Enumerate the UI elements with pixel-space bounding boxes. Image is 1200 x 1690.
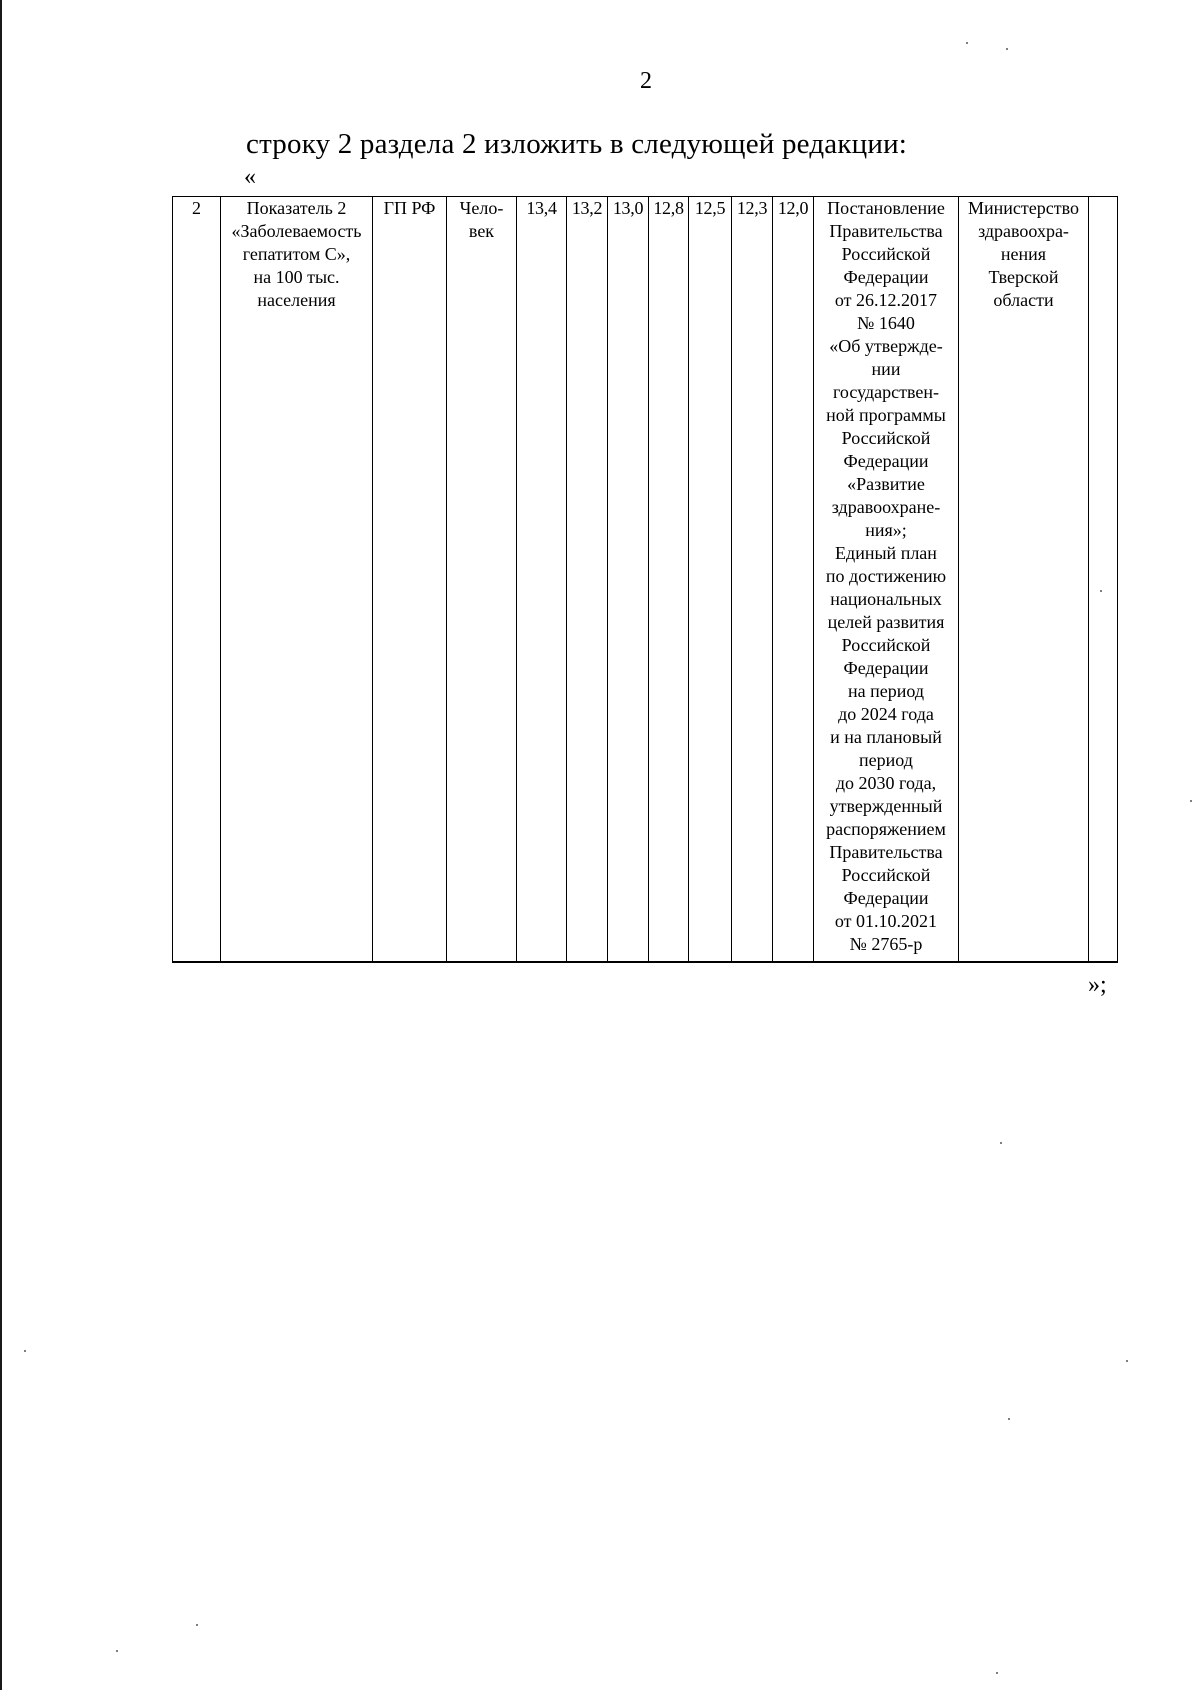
- scan-speck: [966, 42, 968, 44]
- open-quote: «: [244, 164, 256, 190]
- scan-speck: [1008, 1418, 1010, 1420]
- cell-value-2: 13,2: [566, 196, 607, 962]
- scan-speck: [1100, 590, 1102, 592]
- scan-speck: [1190, 800, 1192, 802]
- cell-value-1: 13,4: [516, 196, 566, 962]
- page-number: 2: [640, 68, 652, 94]
- cell-source: Постановление Правительства Российской Федерации от 26.12.2017 № 1640 «Об утвержде- нии государствен- ной программы Российской Федерации «Развитие здравоохране- ния»; Единый план по достижению национальных целей развития Российской Федерации на период до 2024 года и на плановый период до 2030 года, утвержденный распоряжением Правительства Российской Федерации от 01.10.2021 № 2765-р: [813, 196, 958, 962]
- cell-indicator: Показатель 2 «Заболеваемость гепатитом С», на 100 тыс. населения: [220, 196, 372, 962]
- intro-text: строку 2 раздела 2 изложить в следующей редакции:: [246, 128, 908, 160]
- table-bottom-rule: [172, 961, 1118, 963]
- scan-speck: [996, 1672, 998, 1674]
- cell-value-7: 12,0: [772, 196, 813, 962]
- scan-speck: [1000, 1142, 1002, 1144]
- indicator-table: [172, 196, 1118, 962]
- cell-value-3: 13,0: [607, 196, 648, 962]
- scan-speck: [1126, 1360, 1128, 1362]
- cell-responsible: Министерство здравоохра- нения Тверской области: [958, 196, 1088, 962]
- close-quote: »;: [1088, 972, 1107, 998]
- cell-value-6: 12,3: [731, 196, 772, 962]
- cell-unit: Чело- век: [446, 196, 516, 962]
- scan-edge: [0, 0, 2, 1690]
- scan-speck: [196, 1624, 198, 1626]
- cell-value-5: 12,5: [688, 196, 731, 962]
- cell-value-4: 12,8: [648, 196, 688, 962]
- cell-row-number: 2: [172, 196, 220, 962]
- scan-speck: [116, 1650, 118, 1652]
- scan-speck: [24, 1350, 26, 1352]
- cell-last: [1088, 196, 1118, 962]
- scan-speck: [1006, 48, 1008, 50]
- cell-program: ГП РФ: [372, 196, 446, 962]
